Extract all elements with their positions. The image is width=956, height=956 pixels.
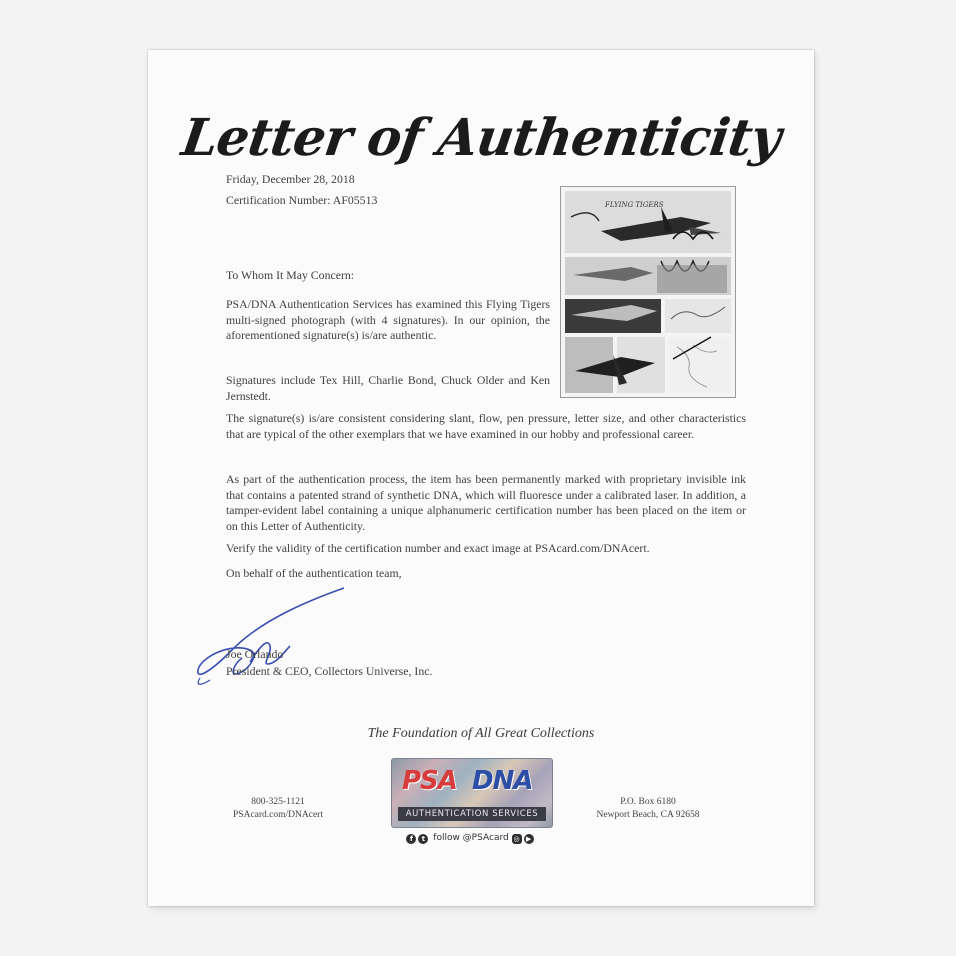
psa-dna-logo — [391, 758, 553, 828]
footer-phone: 800-325-1121 — [251, 797, 305, 807]
flying-tigers-photo-collage — [561, 187, 735, 397]
paragraph-authentication-process: As part of the authentication process, the item has been permanently marked with proprietary invisible ink that contains a patented strand of synthetic DNA, which will fluoresce under a calibrated laser. In addition, a tamper-evident label containing a unique alphanumeric certification number has been placed on the item or on this Letter of Authenticity. — [226, 472, 746, 533]
letter-page — [148, 50, 814, 906]
social-follow — [391, 831, 551, 845]
footer-po-box: P.O. Box 6180 — [620, 797, 676, 807]
social-handle: follow @PSAcard — [433, 833, 509, 843]
signer-title: President & CEO, Collectors Universe, Inc. — [226, 664, 433, 678]
paragraph-verify: Verify the validity of the certification number and exact image at PSAcard.com/DNAcert. — [226, 541, 650, 555]
paragraph-consistency: The signature(s) is/are consistent considering slant, flow, pen pressure, letter size, and other characteristics that are typical of the other exemplars that we have examined in our hobby and professional career. — [226, 411, 746, 441]
closing-line: On behalf of the authentication team, — [226, 566, 402, 580]
signed-photograph — [560, 186, 736, 398]
footer-contact — [208, 796, 348, 822]
tagline: The Foundation of All Great Collections — [367, 726, 595, 741]
footer-website: PSAcard.com/DNAcert — [233, 810, 323, 820]
signer-name: Joe Orlando — [226, 647, 284, 661]
letter-date: Friday, December 28, 2018 — [226, 172, 355, 186]
footer-city: Newport Beach, CA 92658 — [596, 810, 700, 820]
logo-band-text: AUTHENTICATION SERVICES — [398, 807, 546, 821]
paragraph-examination: PSA/DNA Authentication Services has examined this Flying Tigers multi-signed photograph (with 4 signatures). In our opinion, the aforementioned signature(s) is/are authentic. — [226, 297, 550, 342]
twitter-icon: t — [418, 834, 428, 844]
footer-address — [578, 796, 718, 822]
paragraph-signatures: Signatures include Tex Hill, Charlie Bond, Chuck Older and Ken Jernstedt. — [226, 373, 550, 403]
certification-number: Certification Number: AF05513 — [226, 193, 378, 207]
facebook-icon: f — [406, 834, 416, 844]
photo-heading: FLYING TIGERS — [605, 201, 664, 209]
logo-dna-text: DNA — [472, 766, 533, 796]
logo-psa-text: PSA — [402, 766, 457, 796]
salutation: To Whom It May Concern: — [226, 268, 355, 282]
youtube-icon: ▶ — [524, 834, 534, 844]
instagram-icon: ◎ — [513, 835, 520, 843]
letter-title: Letter of Authenticity — [177, 108, 784, 168]
